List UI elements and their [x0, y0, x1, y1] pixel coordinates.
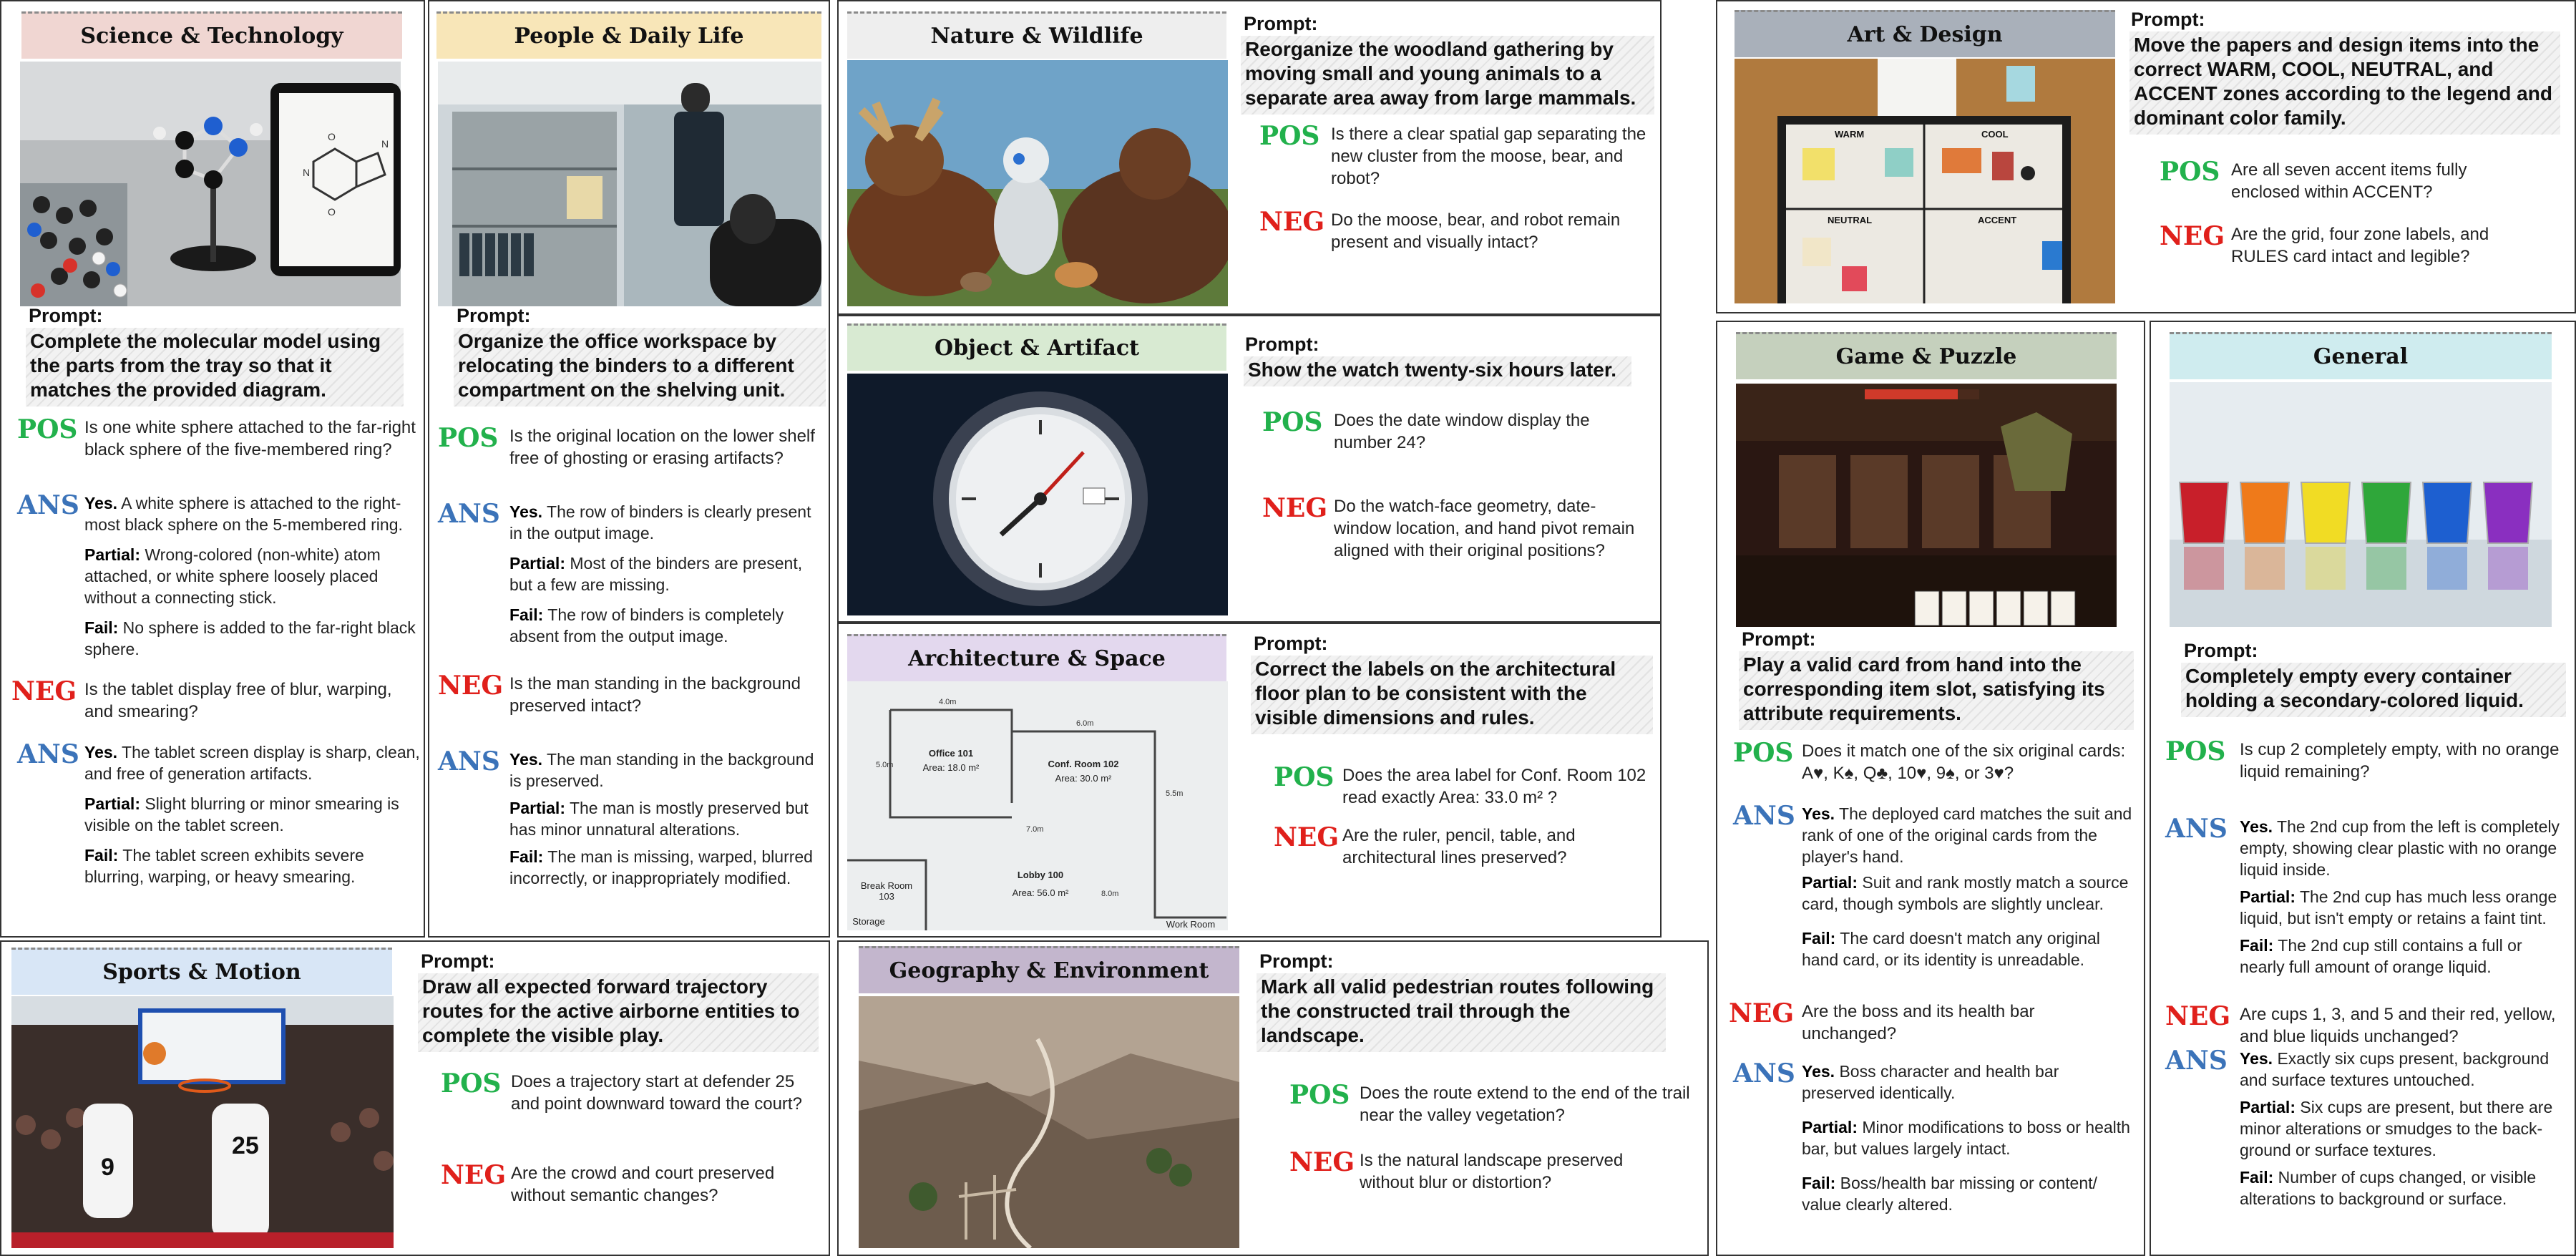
neg-question: Are the ruler, pencil, table, and architectural lines preserved? — [1342, 826, 1576, 867]
pos-question: Does it match one of the six original cards: A♥, K♠, Q♣, 10♥, 9♠, or 3♥? — [1802, 741, 2126, 783]
prompt-label: Prompt: — [2184, 640, 2258, 661]
prompt-label: Prompt: — [457, 305, 531, 326]
prompt-label: Prompt: — [1742, 628, 1816, 650]
panel-game — [1716, 321, 2145, 1256]
neg-row — [2165, 1003, 2573, 1048]
ans-row — [17, 492, 422, 660]
answer-partial: Partial: Most of the binders are present, but a few are missing. — [509, 554, 803, 594]
ans-row — [1733, 803, 2141, 970]
svg-text:Area: 18.0 m²: Area: 18.0 m² — [922, 762, 980, 773]
pos-row — [441, 1068, 827, 1115]
panel-object — [837, 315, 1662, 623]
prompt-label: Prompt: — [1259, 950, 1334, 972]
prompt-label: Prompt: — [2131, 9, 2205, 30]
svg-text:Break Room: Break Room — [860, 880, 913, 891]
basketball-photo — [11, 996, 394, 1248]
answer-block — [2240, 816, 2566, 978]
neg-row — [11, 678, 416, 723]
svg-text:O: O — [328, 206, 336, 218]
pos-row — [17, 414, 418, 461]
answer-yes: Yes. Boss character and health bar preserved identically. — [1802, 1062, 2059, 1102]
art-board-photo — [1735, 59, 2115, 303]
panel-people — [428, 0, 830, 938]
pos-row — [2160, 159, 2560, 203]
answer-partial: Partial: Minor modifications to boss or health bar, but values largely intact. — [1802, 1118, 2130, 1158]
ans-label: ANS — [438, 499, 500, 529]
ans-label: ANS — [438, 746, 500, 777]
ans-row-2 — [17, 741, 422, 887]
answer-yes: Yes. Exactly six cups present, background and surface textures untouched. — [2240, 1049, 2550, 1089]
pos-question: Does a trajectory start at defender 25 and point downward toward the court? — [511, 1072, 802, 1114]
answer-fail: Fail: Boss/health bar missing or content/ value clearly altered. — [1802, 1174, 2097, 1214]
pos-label: POS — [17, 414, 78, 444]
neg-row — [1289, 1149, 1704, 1194]
category-tag: People & Daily Life — [436, 11, 821, 59]
floorplan-photo — [847, 681, 1228, 930]
prompt-text: Organize the office workspace by relocating the binders to a different compartment on the shelving unit. — [454, 328, 826, 407]
neg-question: Do the moose, bear, and robot remain present and visually intact? — [1331, 210, 1621, 252]
category-tag: Object & Artifact — [847, 323, 1226, 371]
svg-text:Storage: Storage — [852, 916, 885, 927]
svg-text:25: 25 — [232, 1132, 259, 1159]
landscape-photo — [859, 996, 1239, 1248]
prompt-label: Prompt: — [1254, 633, 1328, 654]
answer-yes: Yes. The 2nd cup from the left is completely empty, showing clear plastic with no orange liquid inside. — [2240, 817, 2560, 879]
svg-text:8.0m: 8.0m — [1101, 890, 1119, 898]
answer-fail: Fail: The tablet screen exhibits severe blurring, warping, or heavy smearing. — [84, 846, 364, 886]
answer-block-2 — [2240, 1048, 2566, 1209]
answer-block-2 — [84, 741, 421, 887]
prompt-text: Mark all valid pedestrian routes following the constructed trail through the landscape. — [1257, 973, 1666, 1052]
prompt-text: Draw all expected forward trajectory routes for the active airborne entities to complete the visible play. — [418, 973, 819, 1052]
svg-text:103: 103 — [879, 891, 894, 902]
pos-question: Does the area label for Conf. Room 102 read exactly Area: 33.0 m² ? — [1342, 766, 1646, 807]
category-tag: Art & Design — [1735, 10, 2115, 57]
ans-row — [2165, 816, 2573, 978]
neg-label: NEG — [1274, 822, 1340, 852]
category-tag: Nature & Wildlife — [847, 11, 1226, 59]
category-tag: Science & Technology — [21, 11, 402, 59]
ans-row-2 — [438, 746, 824, 889]
ans-label: ANS — [17, 490, 79, 520]
pos-row — [1274, 764, 1660, 809]
neg-question: Do the watch-face geometry, date-window location, and hand pivot remain aligned with their original positions? — [1334, 497, 1635, 560]
panel-architecture — [837, 623, 1662, 938]
neg-label: NEG — [1259, 207, 1325, 237]
pos-label: POS — [441, 1068, 502, 1099]
answer-partial: Partial: The 2nd cup has much less orange liquid, but isn't empty or retains a faint tint. — [2240, 887, 2557, 928]
watch-photo — [847, 374, 1228, 615]
category-tag: Sports & Motion — [11, 948, 392, 995]
svg-text:6.0m: 6.0m — [1076, 719, 1094, 728]
pos-question: Is the original location on the lower shelf free of ghosting or erasing artifacts? — [509, 427, 815, 468]
svg-text:5.0m: 5.0m — [876, 761, 894, 769]
answer-block — [509, 501, 817, 647]
category-tag: General — [2170, 332, 2552, 379]
neg-label: NEG — [2160, 221, 2225, 251]
category-tag: Game & Puzzle — [1736, 332, 2117, 379]
wildlife-photo — [847, 60, 1228, 306]
pos-question: Is cup 2 completely empty, with no orange liquid remaining? — [2240, 740, 2560, 782]
neg-label: NEG — [1729, 998, 1795, 1028]
svg-text:COOL: COOL — [1981, 129, 2009, 140]
neg-label: NEG — [1262, 493, 1328, 523]
svg-text:Area: 56.0 m²: Area: 56.0 m² — [1012, 887, 1069, 898]
answer-partial: Partial: Six cups are present, but there are minor alterations or smudges to the back-ground or surface textures. — [2240, 1098, 2553, 1159]
answer-block-2 — [1802, 1061, 2131, 1215]
neg-row — [441, 1162, 827, 1207]
pos-label: POS — [1262, 407, 1323, 437]
ans-label: ANS — [17, 739, 79, 769]
pos-question: Are all seven accent items fully enclosed within ACCENT? — [2231, 160, 2467, 202]
panel-sports — [0, 940, 830, 1256]
pos-question: Is one white sphere attached to the far-right black sphere of the five-membered ring? — [84, 418, 416, 459]
pos-row — [1733, 740, 2141, 784]
ans-label: ANS — [1733, 1058, 1795, 1089]
answer-yes: Yes. The row of binders is clearly present in the output image. — [509, 502, 811, 542]
ans-label: ANS — [2165, 1046, 2228, 1076]
svg-text:Lobby 100: Lobby 100 — [1017, 870, 1064, 880]
svg-text:N: N — [381, 138, 389, 150]
answer-partial: Partial: Suit and rank mostly match a source card, though symbols are slightly unclear. — [1802, 873, 2129, 913]
neg-label: NEG — [438, 671, 504, 701]
pos-label: POS — [2160, 157, 2220, 187]
neg-row — [1259, 209, 1660, 253]
answer-block — [84, 492, 421, 660]
answer-yes: Yes. A white sphere is attached to the right-most black sphere on the 5-membered ring. — [84, 494, 403, 534]
svg-text:9: 9 — [101, 1154, 114, 1181]
svg-text:4.0m: 4.0m — [939, 698, 957, 706]
category-tag: Geography & Environment — [859, 946, 1239, 993]
prompt-text: Play a valid card from hand into the corresponding item slot, satisfying its attribute requirements. — [1739, 651, 2134, 730]
prompt-label: Prompt: — [1245, 334, 1319, 355]
game-screenshot — [1736, 384, 2117, 627]
neg-row — [1262, 495, 1662, 562]
panel-art — [1716, 0, 2576, 313]
svg-text:NEUTRAL: NEUTRAL — [1828, 215, 1873, 225]
pos-label: POS — [2165, 736, 2226, 766]
pos-row — [1289, 1082, 1704, 1126]
svg-text:WARM: WARM — [1835, 129, 1865, 140]
prompt-text: Correct the labels on the architectural floor plan to be consistent with the visible dimensions and rules. — [1251, 656, 1653, 734]
prompt-label: Prompt: — [29, 305, 103, 326]
panel-geography — [837, 940, 1709, 1256]
svg-text:7.0m: 7.0m — [1026, 825, 1044, 834]
prompt-label: Prompt: — [1244, 13, 1318, 34]
neg-question: Are the crowd and court preserved without semantic changes? — [511, 1164, 775, 1205]
panel-science — [0, 0, 425, 938]
ans-label: ANS — [1733, 801, 1795, 831]
neg-question: Are cups 1, 3, and 5 and their red, yellow, and blue liquids unchanged? — [2240, 1005, 2556, 1046]
neg-question: Are the grid, four zone labels, and RULES card intact and legible? — [2231, 225, 2489, 266]
answer-yes: Yes. The tablet screen display is sharp, clean, and free of generation artifacts. — [84, 743, 420, 783]
svg-text:5.5m: 5.5m — [1166, 789, 1184, 798]
answer-partial: Partial: Slight blurring or minor smearing is visible on the tablet screen. — [84, 794, 399, 834]
prompt-text: Move the papers and design items into the correct WARM, COOL, NEUTRAL, and ACCENT zones according to the legend and dominant color family. — [2129, 31, 2560, 135]
answer-fail: Fail: The card doesn't match any original hand card, or its identity is unreadable. — [1802, 929, 2100, 969]
pos-row — [1259, 123, 1660, 190]
molecule-photo — [20, 62, 401, 306]
svg-text:Conf. Room 102: Conf. Room 102 — [1048, 759, 1119, 769]
answer-fail: Fail: The 2nd cup still contains a full or nearly full amount of orange liquid. — [2240, 936, 2522, 976]
neg-question: Is the natural landscape preserved without blur or distortion? — [1360, 1151, 1624, 1192]
answer-block-2 — [509, 749, 817, 889]
ans-row-2 — [1733, 1058, 2141, 1215]
answer-yes: Yes. The deployed card matches the suit and rank of one of the original cards from the player's hand. — [1802, 804, 2132, 866]
pos-label: POS — [1259, 121, 1320, 151]
answer-partial: Partial: The man is mostly preserved but has minor unnatural alterations. — [509, 799, 809, 839]
answer-yes: Yes. The man standing in the background is preserved. — [509, 750, 814, 790]
pos-label: POS — [1733, 738, 1794, 768]
neg-question: Is the man standing in the background preserved intact? — [509, 674, 801, 716]
answer-fail: Fail: Number of cups changed, or visible alterations to background or surface. — [2240, 1168, 2537, 1208]
svg-text:N: N — [303, 167, 311, 178]
panel-nature — [837, 0, 1662, 315]
neg-label: NEG — [1289, 1147, 1355, 1177]
cups-photo — [2170, 382, 2552, 627]
pos-row — [438, 425, 824, 469]
neg-label: NEG — [11, 676, 77, 706]
answer-fail: Fail: The man is missing, warped, blurred incorrectly, or inappropriately modified. — [509, 847, 813, 887]
ans-label: ANS — [2165, 814, 2228, 844]
neg-row — [1729, 998, 2137, 1045]
answer-partial: Partial: Wrong-colored (non-white) atom attached, or white sphere loosely placed without a connecting stick. — [84, 545, 381, 607]
pos-label: POS — [1289, 1080, 1350, 1110]
category-tag: Architecture & Space — [847, 634, 1226, 681]
prompt-text: Completely empty every container holding a secondary-colored liquid. — [2181, 663, 2566, 717]
svg-text:Office 101: Office 101 — [928, 748, 974, 759]
svg-text:ACCENT: ACCENT — [1978, 215, 2017, 225]
neg-row — [438, 673, 824, 717]
svg-text:Area: 30.0 m²: Area: 30.0 m² — [1055, 773, 1112, 784]
answer-block — [1802, 803, 2140, 970]
pos-question: Does the date window display the number 24? — [1334, 411, 1590, 452]
pos-question: Is there a clear spatial gap separating the new cluster from the moose, bear, and robot? — [1331, 125, 1646, 188]
neg-question: Is the tablet display free of blur, warping, and smearing? — [84, 680, 392, 721]
prompt-text: Complete the molecular model using the parts from the tray so that it matches the provided diagram. — [26, 328, 404, 407]
panel-general — [2150, 321, 2576, 1256]
office-photo — [438, 62, 821, 306]
svg-text:O: O — [328, 131, 336, 142]
prompt-text: Reorganize the woodland gathering by moving small and young animals to a separate area away from large mammals. — [1241, 36, 1654, 115]
prompt-text: Show the watch twenty-six hours later. — [1244, 356, 1631, 386]
pos-row — [2165, 736, 2573, 783]
neg-label: NEG — [2165, 1001, 2231, 1031]
pos-question: Does the route extend to the end of the trail near the valley vegetation? — [1360, 1084, 1690, 1125]
neg-question: Are the boss and its health bar unchanged? — [1802, 1002, 2035, 1043]
svg-text:Work Room: Work Room — [1166, 919, 1216, 930]
answer-fail: Fail: The row of binders is completely absent from the output image. — [509, 605, 784, 646]
neg-label: NEG — [441, 1160, 507, 1190]
neg-row — [2160, 223, 2560, 268]
pos-label: POS — [438, 423, 499, 453]
prompt-label: Prompt: — [421, 950, 495, 972]
ans-row-2 — [2165, 1048, 2573, 1209]
answer-fail: Fail: No sphere is added to the far-right black sphere. — [84, 618, 416, 658]
neg-row — [1274, 824, 1660, 869]
ans-row — [438, 501, 824, 647]
pos-row — [1262, 409, 1662, 454]
pos-label: POS — [1274, 762, 1335, 792]
